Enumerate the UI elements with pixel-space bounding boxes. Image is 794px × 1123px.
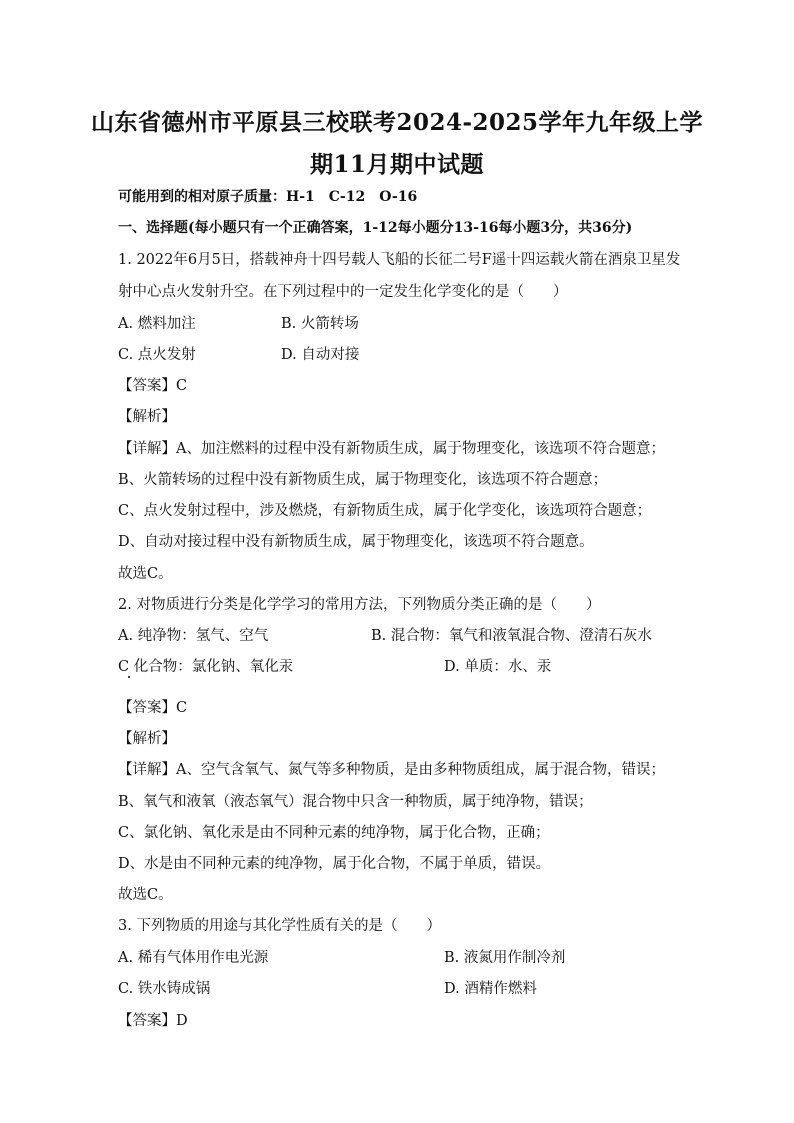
q2-stem: 2. 对物质进行分类是化学学习的常用方法，下列物质分类正确的是（ ） xyxy=(118,597,601,613)
stray-dot xyxy=(128,676,130,678)
q1-detail-a: 【详解】A、加注燃料的过程中没有新物质生成，属于物理变化，该选项不符合题意； xyxy=(118,441,665,457)
q1-detail-c: C、点火发射过程中，涉及燃烧，有新物质生成，属于化学变化，该选项符合题意； xyxy=(118,503,652,519)
q1-option-c: C. 点火发射 xyxy=(118,347,196,363)
q2-option-b: B. 混合物：氧气和液氧混合物、澄清石灰水 xyxy=(371,628,652,644)
q1-stem-line1: 1. 2022年6月5日，搭载神舟十四号载人飞船的长征二号F遥十四运载火箭在酒泉卫星发 xyxy=(118,252,681,268)
q2-answer: 【答案】C xyxy=(118,700,188,716)
q1-stem-line2: 射中心点火发射升空。在下列过程中的一定发生化学变化的是（ ） xyxy=(118,284,568,300)
q2-detail-c: C、氯化钠、氧化汞是由不同种元素的纯净物，属于化合物，正确； xyxy=(118,825,550,841)
q1-option-a: A. 燃料加注 xyxy=(118,316,196,332)
q2-analysis: 【解析】 xyxy=(118,731,176,747)
q2-detail-d: D、水是由不同种元素的纯净物，属于化合物，不属于单质，错误。 xyxy=(118,856,551,872)
q3-option-d: D. 酒精作燃料 xyxy=(444,981,537,997)
q3-answer: 【答案】D xyxy=(118,1013,188,1029)
q3-stem: 3. 下列物质的用途与其化学性质有关的是（ ） xyxy=(118,918,441,934)
page-title-line1: 山东省德州市平原县三校联考2024-2025学年九年级上学 xyxy=(90,109,704,136)
atomic-masses: 可能用到的相对原子质量：H-1 C-12 O-16 xyxy=(118,189,418,205)
q3-option-b: B. 液氮用作制冷剂 xyxy=(444,950,566,966)
q2-detail-b: B、氧气和液氧（液态氧气）混合物中只含一种物质，属于纯净物，错误； xyxy=(118,794,593,810)
q2-option-c: C 化合物：氯化钠、氧化汞 xyxy=(118,659,294,675)
q2-option-a: A. 纯净物：氢气、空气 xyxy=(118,628,269,644)
q1-option-b: B. 火箭转场 xyxy=(281,316,359,332)
q1-answer: 【答案】C xyxy=(118,378,188,394)
q2-option-d: D. 单质：水、汞 xyxy=(444,659,552,675)
q1-detail-d: D、自动对接过程中没有新物质生成，属于物理变化，该选项不符合题意。 xyxy=(118,534,594,550)
q2-detail-a: 【详解】A、空气含氧气、氮气等多种物质，是由多种物质组成，属于混合物，错误； xyxy=(118,762,665,778)
page-title-line2: 期11月期中试题 xyxy=(309,151,484,178)
q3-option-a: A. 稀有气体用作电光源 xyxy=(118,950,269,966)
q1-analysis: 【解析】 xyxy=(118,409,176,425)
q1-option-d: D. 自动对接 xyxy=(281,347,360,363)
section-heading: 一、选择题(每小题只有一个正确答案，1-12每小题分13-16每小题3分，共36分) xyxy=(118,220,633,236)
q2-conclusion: 故选C。 xyxy=(118,887,173,903)
q1-detail-b: B、火箭转场的过程中没有新物质生成，属于物理变化，该选项不符合题意； xyxy=(118,472,608,488)
q1-conclusion: 故选C。 xyxy=(118,566,173,582)
q3-option-c: C. 铁水铸成锅 xyxy=(118,981,211,997)
